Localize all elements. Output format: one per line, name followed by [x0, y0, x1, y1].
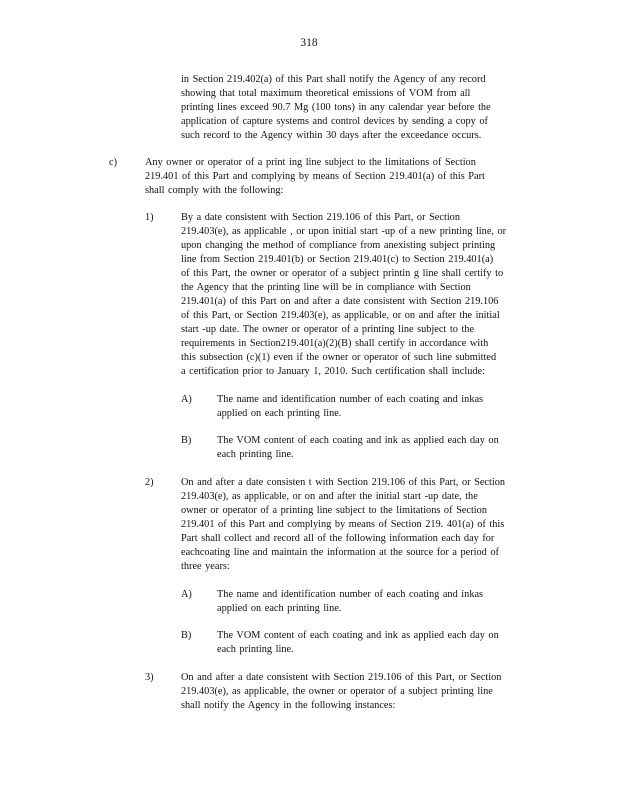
item-2a-paragraph — [217, 588, 529, 616]
text-line: upon changing the method of compliance from anexisting subject printing — [181, 240, 496, 251]
text-line: line from Section 219.401(b) or Section 219.401(c) to Section 219.401(a) — [181, 254, 494, 265]
text-line: Any owner or operator of a print ing line subject to the limitations of Section — [145, 157, 476, 168]
item-1-marker: 1) — [145, 212, 154, 223]
text-line: application of capture systems and control devices by sending a copy of — [181, 116, 488, 127]
text-line: in Section 219.402(a) of this Part shall notify the Agency of any record — [181, 74, 486, 85]
text-line: a certification prior to January 1, 2010. Such certification shall include: — [181, 366, 485, 377]
item-1a-paragraph — [217, 393, 529, 421]
text-line: Part shall collect and record all of the following information each day for — [181, 533, 495, 544]
item-1b-paragraph — [217, 434, 535, 462]
text-line: applied on each printing line. — [217, 603, 342, 614]
text-line: 219.403(e), as applicable, the owner or operator of a subject printing line — [181, 686, 493, 697]
item-1-paragraph — [181, 211, 539, 379]
text-line: 219.403(e), as applicable, or on and after the initial start -up date, the — [181, 491, 478, 502]
text-line: On and after a date consisten t with Section 219.106 of this Part, or Section — [181, 477, 505, 488]
section-c-marker: c) — [109, 157, 117, 168]
text-line: The name and identification number of each coating and inkas — [217, 394, 484, 405]
item-2a-marker: A) — [181, 589, 192, 600]
text-line: the Agency that the printing line will be in compliance with Section — [181, 282, 471, 293]
text-line: printing lines exceed 90.7 Mg (100 tons) in any calendar year before the — [181, 102, 491, 113]
item-3-marker: 3) — [145, 672, 154, 683]
item-3-paragraph — [181, 671, 537, 713]
text-line: three years: — [181, 561, 230, 572]
text-line: The name and identification number of each coating and inkas — [217, 589, 484, 600]
text-line: each printing line. — [217, 449, 294, 460]
item-1a-marker: A) — [181, 394, 192, 405]
text-line: each printing line. — [217, 644, 294, 655]
text-line: start -up date. The owner or operator of a printing line subject to the — [181, 324, 475, 335]
item-1b-marker: B) — [181, 435, 192, 446]
intro-paragraph — [181, 73, 530, 143]
text-line: 219.401 of this Part and complying by means of Section 219. 401(a) of this — [181, 519, 505, 530]
text-line: of this Part, or Section 219.403(e), as applicable, or on and after the initial — [181, 310, 500, 321]
text-line: 219.401(a) of this Part on and after a date consistent with Section 219.106 — [181, 296, 499, 307]
text-line: shall notify the Agency in the following instances: — [181, 700, 396, 711]
text-line: eachcoating line and maintain the information at the source for a period of — [181, 547, 499, 558]
text-line: requirements in Section219.401(a)(2)(B) shall certify in accordance with — [181, 338, 489, 349]
text-line: The VOM content of each coating and ink as applied each day on — [217, 435, 499, 446]
text-line: this subsection (c)(1) even if the owner or operator of such line submitted — [181, 352, 497, 363]
section-c-paragraph — [145, 156, 525, 198]
item-2b-paragraph — [217, 629, 535, 657]
text-line: 219.401 of this Part and complying by means of Section 219.401(a) of this Part — [145, 171, 485, 182]
text-line: applied on each printing line. — [217, 408, 342, 419]
text-line: of this Part, the owner or operator of a subject printin g line shall certify to — [181, 268, 504, 279]
text-line: The VOM content of each coating and ink as applied each day on — [217, 630, 499, 641]
page-number: 318 — [300, 37, 318, 49]
text-line: By a date consistent with Section 219.106 of this Part, or Section — [181, 212, 460, 223]
item-2-paragraph — [181, 476, 541, 574]
text-line: showing that total maximum theoretical emissions of VOM from all — [181, 88, 471, 99]
item-2-marker: 2) — [145, 477, 154, 488]
text-line: shall comply with the following: — [145, 185, 284, 196]
text-line: such record to the Agency within 30 days after the exceedance occurs. — [181, 130, 482, 141]
text-line: On and after a date consistent with Section 219.106 of this Part, or Section — [181, 672, 502, 683]
text-line: owner or operator of a printing line subject to the limitations of Section — [181, 505, 487, 516]
text-line: 219.403(e), as applicable , or upon initial start -up of a new printing line, or — [181, 226, 507, 237]
item-2b-marker: B) — [181, 630, 192, 641]
